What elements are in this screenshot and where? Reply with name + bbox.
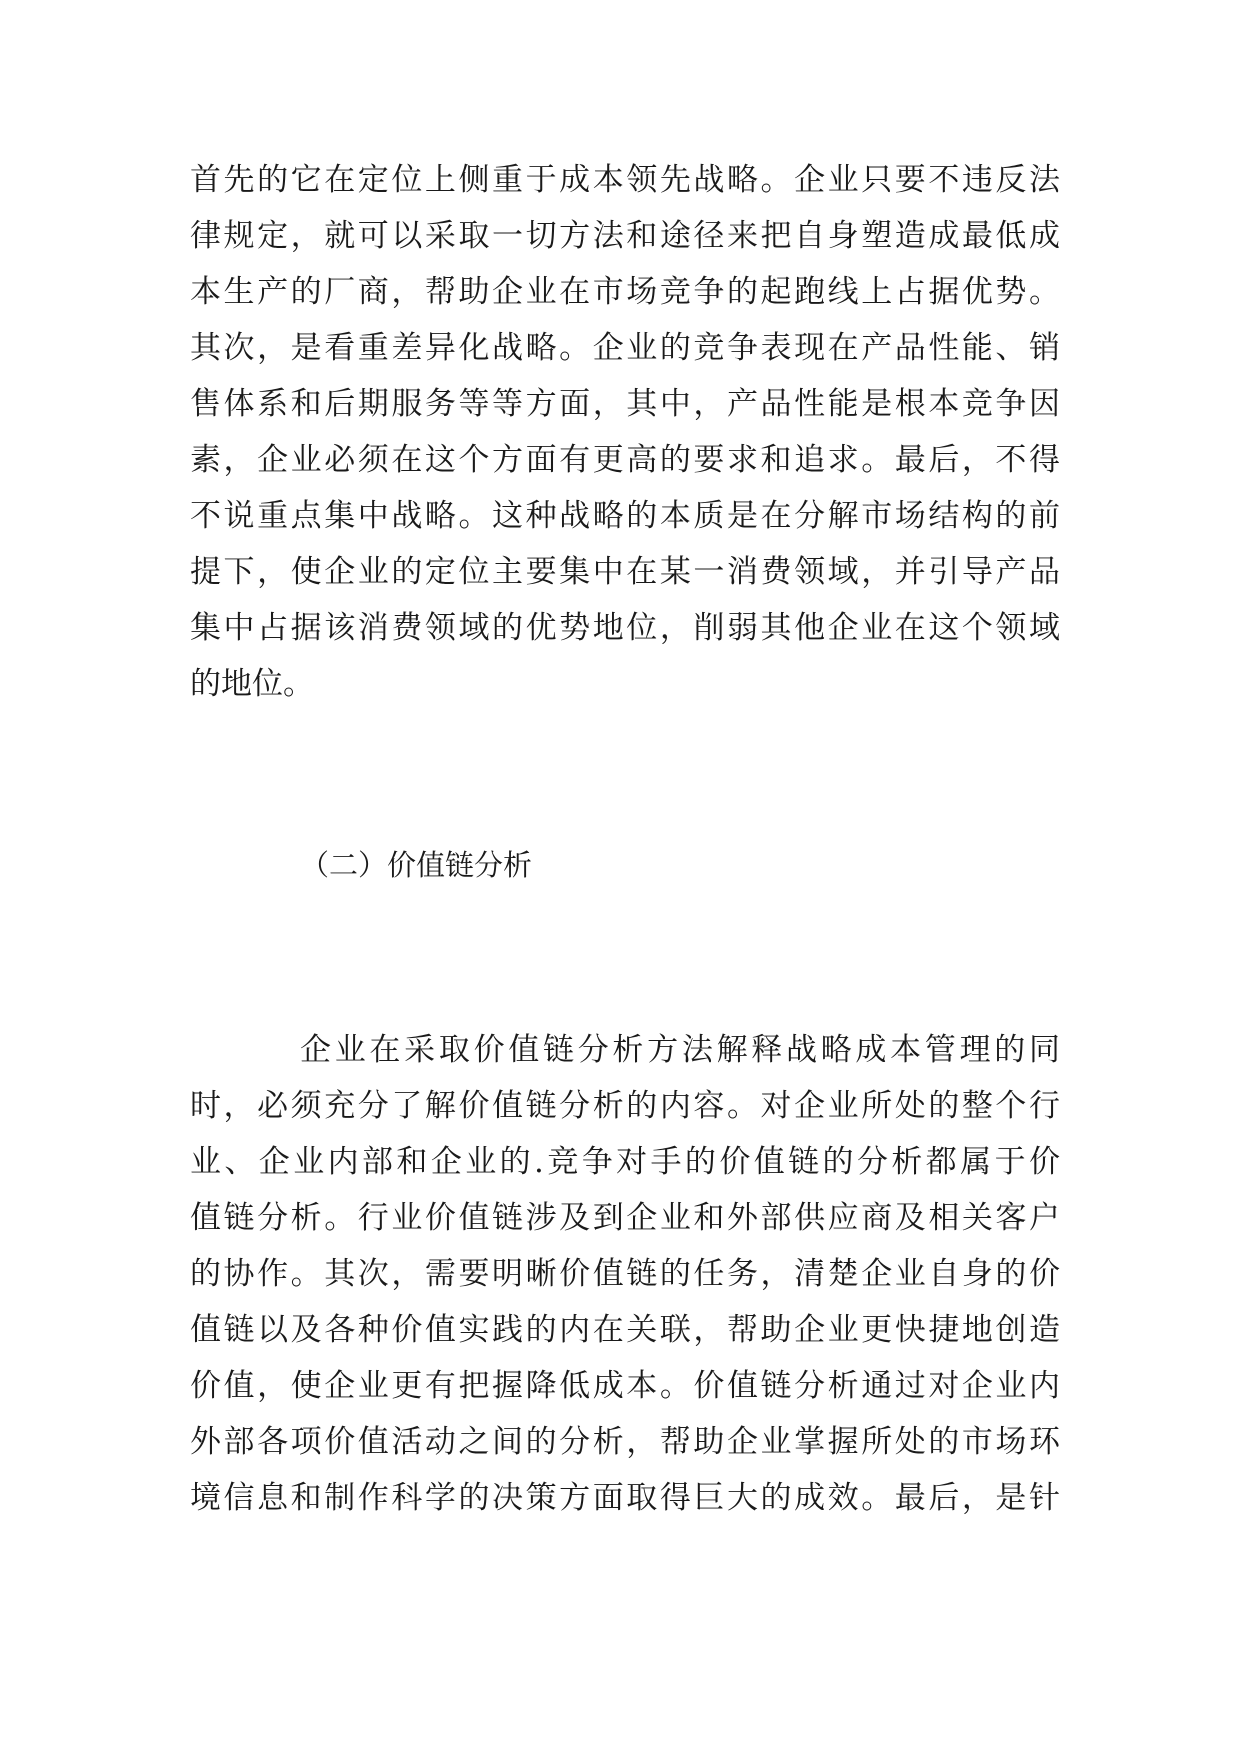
text-line: 业、企业内部和企业的.竞争对手的价值链的分析都属于价 — [190, 1144, 1060, 1180]
text-line: 提下，使企业的定位主要集中在某一消费领域，并引导产品 — [190, 554, 1060, 590]
text-line: 值链以及各种价值实践的内在关联，帮助企业更快捷地创造 — [190, 1312, 1060, 1348]
text-line: 首先的它在定位上侧重于成本领先战略。企业只要不违反法 — [190, 162, 1060, 198]
text-line: 时，必须充分了解价值链分析的内容。对企业所处的整个行 — [190, 1088, 1060, 1124]
text-line: 值链分析。行业价值链涉及到企业和外部供应商及相关客户 — [190, 1200, 1060, 1236]
text-line: 外部各项价值活动之间的分析，帮助企业掌握所处的市场环 — [190, 1424, 1060, 1460]
text-line: 的地位。 — [190, 666, 314, 702]
text-line: 集中占据该消费领域的优势地位，削弱其他企业在这个领域 — [190, 610, 1060, 646]
text-line: 素，企业必须在这个方面有更高的要求和追求。最后，不得 — [190, 442, 1060, 478]
text-line: 价值，使企业更有把握降低成本。价值链分析通过对企业内 — [190, 1368, 1060, 1404]
text-line: 企业在采取价值链分析方法解释战略成本管理的同 — [300, 1032, 1060, 1068]
text-line: 其次，是看重差异化战略。企业的竞争表现在产品性能、销 — [190, 330, 1060, 366]
text-line: 本生产的厂商，帮助企业在市场竞争的起跑线上占据优势。 — [190, 274, 1060, 310]
text-line: 律规定，就可以采取一切方法和途径来把自身塑造成最低成 — [190, 218, 1060, 254]
text-line: 不说重点集中战略。这种战略的本质是在分解市场结构的前 — [190, 498, 1060, 534]
section-heading: （二）价值链分析 — [300, 848, 533, 882]
text-line: 售体系和后期服务等等方面，其中，产品性能是根本竞争因 — [190, 386, 1060, 422]
text-line: 境信息和制作科学的决策方面取得巨大的成效。最后，是针 — [190, 1480, 1060, 1516]
text-line: 的协作。其次，需要明晰价值链的任务，清楚企业自身的价 — [190, 1256, 1060, 1292]
